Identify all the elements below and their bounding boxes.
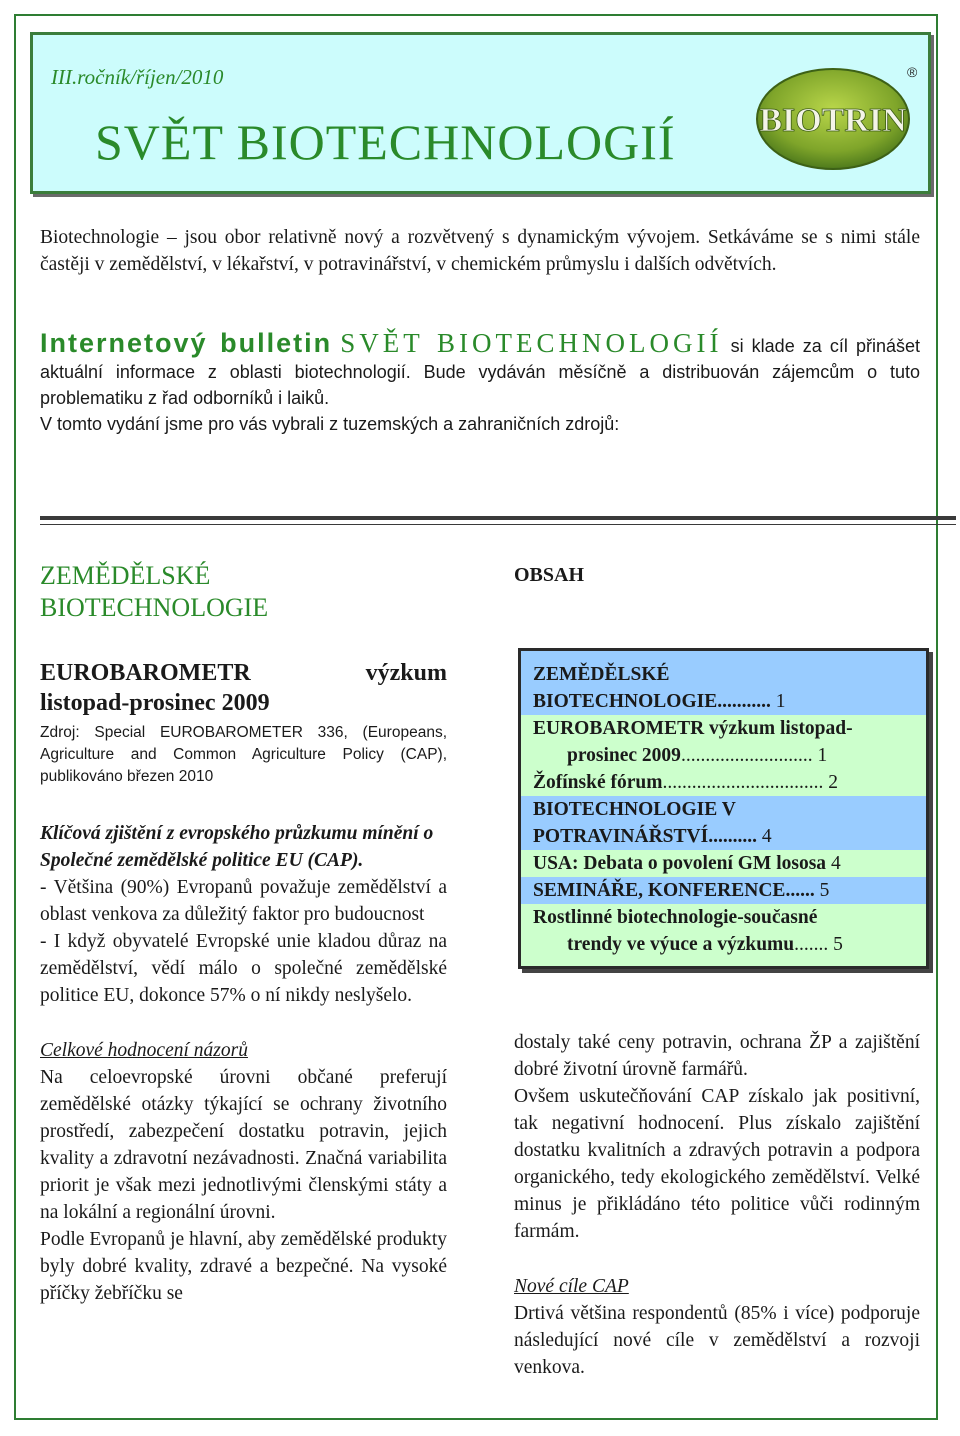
left-para-3: Na celoevropské úrovni občané preferují zemědělské otázky týkající se ochrany životního prostředí, zabezpečení dostatku potravin, jejich kvality a zdravotní nezávadnosti. Značná variabilita priorit je však mezi jednotlivými členskými státy a na lokální a regionální úrovni. [40, 1067, 447, 1223]
toc-item-2-l1: EUROBAROMETR výzkum listopad- [533, 718, 853, 739]
bulletin-rest: si klade za cíl přinášet aktuální informace z oblasti biotechnologií. Bude vydáván měsíčně a distribuován zájemcům o tuto problematiku z řad odborníků i laiků. [40, 336, 920, 408]
section-heading-line1: ZEMĚDĚLSKÉ [40, 561, 211, 590]
toc-item-3-dots: ................................. [662, 772, 824, 793]
toc-item-7-page: 5 [833, 934, 843, 955]
article-title-a: EUROBAROMETR [40, 660, 251, 686]
bulletin-name: SVĚT BIOTECHNOLOGIÍ [340, 328, 723, 358]
right-text-block [514, 1029, 920, 1381]
article-title [40, 658, 447, 718]
toc-item-1-dots: ........... [717, 691, 771, 712]
divider-thick [40, 516, 956, 520]
bulletin-title: SVĚT BIOTECHNOLOGIÍ [95, 114, 676, 170]
toc-item-5-l1: USA: Debata o povolení GM lososa [533, 853, 827, 874]
toc-item-7-l1: Rostlinné biotechnologie-současné [533, 907, 818, 928]
left-column [40, 560, 447, 1307]
overall-evaluation-heading: Celkové hodnocení názorů [40, 1040, 248, 1061]
toc-item-3-l1: Žofínské fórum [533, 772, 663, 793]
intro-section [40, 224, 920, 278]
issue-label: III.ročník/říjen/2010 [51, 65, 224, 89]
bulletin-lead: Internetový bulletin [40, 328, 333, 358]
toc-item-4-l1: BIOTECHNOLOGIE V [533, 799, 736, 820]
toc-item-6-dots: ...... [785, 880, 815, 901]
toc-item-4-dots: .......... [708, 826, 757, 847]
toc-item-2[interactable] [521, 715, 926, 769]
header-banner [30, 32, 931, 194]
article-title-c: listopad-prosinec 2009 [40, 690, 270, 716]
logo-text: BIOTRIN [759, 102, 907, 139]
toc-item-2-dots: ........................... [680, 745, 813, 766]
toc-item-3-page: 2 [828, 772, 838, 793]
bulletin-line2: V tomto vydání jsme pro vás vybrali z tuzemských a zahraničních zdrojů: [40, 414, 620, 434]
toc-item-2-page: 1 [817, 745, 828, 766]
toc-item-7-dots: ....... [794, 934, 829, 955]
left-para-2: - I když obyvatelé Evropské unie kladou důraz na zemědělství, vědí málo o společné zemědělské politice EU, dokonce 57% o ní nikdy neslyšelo. [40, 931, 447, 1006]
intro-paragraph: Biotechnologie – jsou obor relativně nový a rozvětvený s dynamickým vývojem. Setkáváme se s nimi stále častěji v zemědělství, v lékařství, v potravinářství, v chemickém průmyslu i dalších odvětvích. [40, 227, 920, 275]
toc-item-4-l2: POTRAVINÁŘSTVÍ [533, 826, 709, 847]
right-column [514, 560, 920, 1381]
right-para-2: Ovšem uskutečňování CAP získalo jak positivní, tak negativní hodnocení. Plus získalo zajištění dostatku kvalitních a zdravých potravin a podpora organického, tedy ekologického zemědělství. Velké minus je přikládáno této politice vůči rodinným farmám. [514, 1086, 920, 1242]
left-para-1: - Většina (90%) Evropanů považuje zemědělství a oblast venkova za důležitý faktor pro budoucnost [40, 877, 447, 925]
divider-thin [40, 524, 956, 525]
toc-item-6-page: 5 [819, 880, 830, 901]
contents-heading: OBSAH [514, 564, 585, 586]
toc-item-4[interactable] [521, 796, 926, 850]
toc-item-1-l1: ZEMĚDĚLSKÉ [533, 664, 670, 685]
toc-item-1-l2: BIOTECHNOLOGIE [533, 691, 718, 712]
toc-item-1-page: 1 [775, 691, 786, 712]
toc-item-3[interactable] [521, 769, 926, 796]
toc-item-5[interactable] [521, 850, 926, 877]
table-of-contents [518, 648, 929, 969]
left-para-4: Podle Evropanů je hlavní, aby zemědělské produkty byly dobré kvality, zdravé a bezpečné. Na vysoké příčky žebříčku se [40, 1229, 447, 1304]
registered-mark: ® [907, 64, 918, 80]
key-findings-heading: Klíčová zjištění z evropského průzkumu mínění o Společné zemědělské politice EU (CAP). [40, 823, 434, 871]
toc-item-1[interactable] [521, 651, 926, 715]
toc-item-7[interactable] [521, 904, 926, 966]
right-para-3: Drtivá většina respondentů (85% i více) podporuje následující nové cíle v zemědělství a rozvoji venkova. [514, 1303, 920, 1378]
toc-item-6-l1: SEMINÁŘE, KONFERENCE [533, 880, 786, 901]
article-title-b: výzkum [365, 660, 447, 686]
toc-item-5-page: 4 [830, 853, 841, 874]
toc-item-7-l2: trendy ve výuce a výzkumu [567, 934, 795, 955]
toc-item-6[interactable] [521, 877, 926, 904]
right-para-1: dostaly také ceny potravin, ochrana ŽP a zajištění dobré životní úrovně farmářů. [514, 1032, 920, 1080]
biotrin-logo [753, 55, 923, 173]
new-goals-heading: Nové cíle CAP [514, 1276, 629, 1297]
bulletin-intro [40, 330, 920, 437]
article-source: Zdroj: Special EUROBAROMETER 336, (Europeans, Agriculture and Common Agriculture Policy (CAP), publikováno březen 2010 [40, 724, 447, 785]
toc-item-4-page: 4 [761, 826, 772, 847]
toc-item-2-l2: prosinec 2009 [567, 745, 681, 766]
bulletin-paragraph [40, 330, 920, 411]
section-heading-line2: BIOTECHNOLOGIE [40, 593, 269, 622]
